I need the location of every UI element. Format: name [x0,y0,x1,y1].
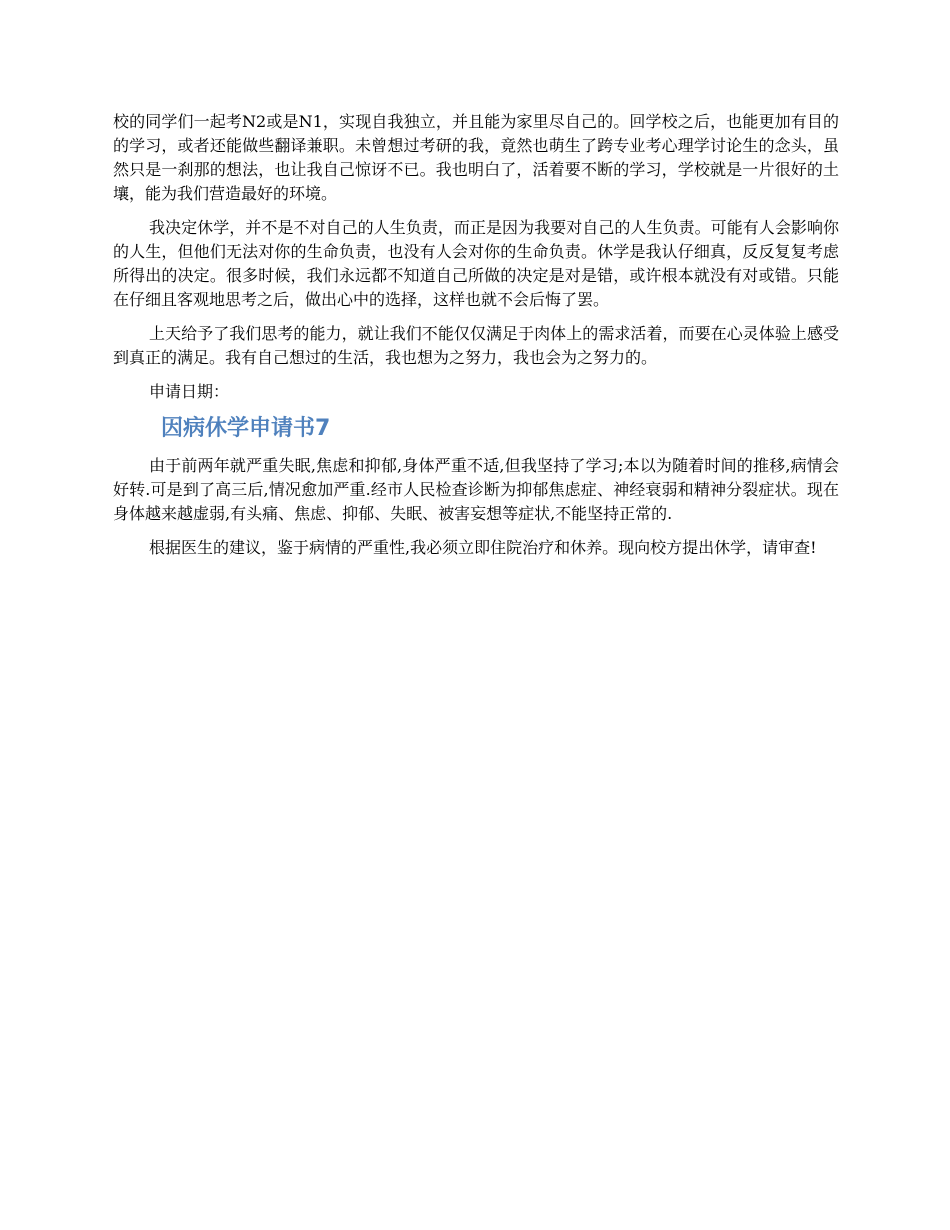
section-heading: 因病休学申请书7 [161,416,331,441]
paragraph-decision: 我决定休学，并不是不对自己的人生负责，而正是因为我要对自己的人生负责。可能有人会影响你的人生，但他们无法对你的生命负责，也没有人会对你的生命负责。休学是我认仔细真，反反复复考虑所得出的决定。很多时候，我们永远都不知道自己所做的决定是对是错，或许根本就没有对或错。只能在仔细且客观地思考之后，做出心中的选择，这样也就不会后悔了罢。 [113,218,839,309]
paragraph-request: 根据医生的建议，鉴于病情的严重性,我必须立即住院治疗和休养。现向校方提出休学，请审查! [149,538,817,557]
paragraph-illness-description: 由于前两年就严重失眠,焦虑和抑郁,身体严重不适,但我坚持了学习;本以为随着时间的推移,病情会好转.可是到了高三后,情况愈加严重.经市人民检查诊断为抑郁焦虑症、神经衰弱和精神分裂症状。现在身体越来越虚弱,有头痛、焦虑、抑郁、失眠、被害妄想等症状,不能坚持正常的. [113,456,839,523]
document-page [113,110,839,570]
paragraph-continuation: 校的同学们一起考N2或是N1，实现自我独立，并且能为家里尽自己的。回学校之后，也能更加有目的的学习，或者还能做些翻译兼职。未曾想过考研的我，竟然也萌生了跨专业考心理学讨论生的念头，虽然只是一刹那的想法，也让我自己惊讶不已。我也明白了，活着要不断的学习，学校就是一片很好的土壤，能为我们营造最好的环境。 [113,112,839,203]
application-date-label: 申请日期： [149,382,230,401]
paragraph-reflection: 上天给予了我们思考的能力，就让我们不能仅仅满足于肉体上的需求活着，而要在心灵体验上感受到真正的满足。我有自己想过的生活，我也想为之努力，我也会为之努力的。 [113,324,839,367]
